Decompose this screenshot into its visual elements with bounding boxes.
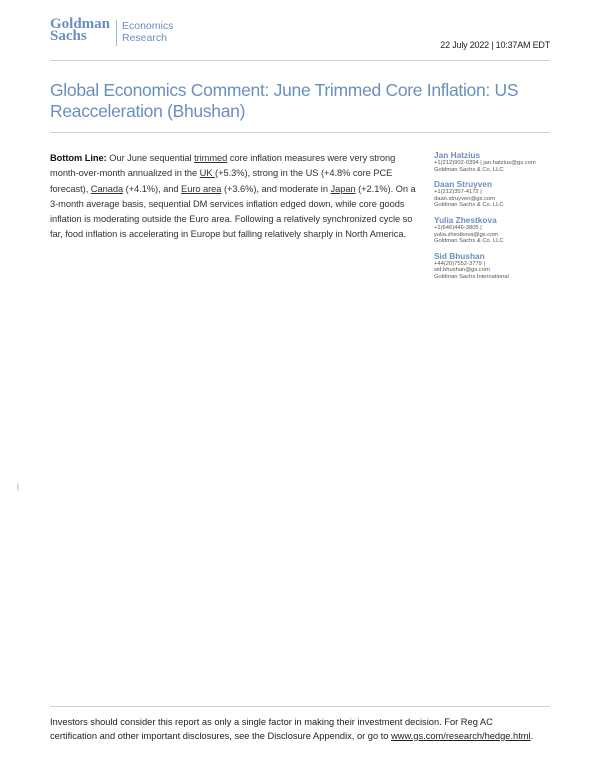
body-text-3: (+5.3%), strong in the US (+4.8% core PCE forecast), xyxy=(50,168,393,194)
report-header xyxy=(50,18,550,52)
footer-end: . xyxy=(530,730,534,741)
author-phone: +44(20)7552-3779 | xyxy=(434,260,485,267)
footer-text: Investors should consider this report as only a single factor in making their investment decision. For Reg AC certification and other important disclosures, see the Disclosure Appendix, or go to xyxy=(50,717,493,741)
author-card xyxy=(434,150,564,173)
division-line-1: Economics xyxy=(122,20,174,32)
author-list xyxy=(434,150,564,287)
division-name xyxy=(122,20,173,44)
body-text-2: core inflation measures were very strong month-over-month annualized in the xyxy=(50,153,396,179)
disclosure-footer xyxy=(50,716,540,743)
margin-mark: | xyxy=(17,484,19,491)
bottom-line-label: Bottom Line: xyxy=(50,153,107,163)
goldman-sachs-logo xyxy=(50,18,114,50)
author-card xyxy=(434,179,564,209)
page-title: Global Economics Comment: June Trimmed Core Inflation: US Reacceleration (Bhushan) xyxy=(50,80,519,121)
author-firm: Goldman Sachs & Co. LLC xyxy=(434,166,504,173)
header-rule xyxy=(50,60,550,61)
author-card xyxy=(434,215,564,245)
author-firm: Goldman Sachs & Co. LLC xyxy=(434,202,504,209)
author-card xyxy=(434,251,564,281)
author-phone: +1(212)357-4172 | xyxy=(434,189,482,196)
link-japan[interactable]: Japan xyxy=(330,183,356,194)
author-email[interactable]: sid.bhushan@gs.com xyxy=(434,267,490,274)
link-euro-area[interactable]: Euro area xyxy=(181,183,222,194)
hedge-link[interactable]: www.gs.com/research/hedge.html xyxy=(391,730,531,741)
publish-date: 22 July 2022 | 10:37AM EDT xyxy=(440,40,550,50)
author-email[interactable]: daan.struyven@gs.com xyxy=(434,195,495,202)
body-paragraph xyxy=(50,151,420,243)
body-text-5: (+3.6%), and moderate in xyxy=(221,183,331,194)
division-line-2: Research xyxy=(122,32,167,44)
link-trimmed[interactable]: trimmed xyxy=(194,153,228,163)
author-firm: Goldman Sachs & Co. LLC xyxy=(434,238,504,245)
author-name: Yulia Zhestkova xyxy=(434,214,497,225)
logo-word-sachs: Sachs xyxy=(50,28,87,44)
body-text-6: (+2.1%). On a 3-month average basis, sequential DM services inflation edged down, while core goods inflation is moderating outside the Euro area. Following a relatively synchronized cycle so far, food inflation is accelerating in Europe but falling relatively sharply in North America. xyxy=(50,183,416,240)
body-text-4: (+4.1%), and xyxy=(123,183,182,194)
author-name: Daan Struyven xyxy=(434,179,493,190)
author-email[interactable]: yulia.zhestkova@gs.com xyxy=(434,231,499,238)
link-uk[interactable]: UK xyxy=(199,168,216,179)
link-canada[interactable]: Canada xyxy=(90,183,124,194)
author-name: Sid Bhushan xyxy=(434,250,485,261)
author-firm: Goldman Sachs International xyxy=(434,273,509,280)
logo-divider xyxy=(116,20,117,46)
author-name: Jan Hatzius xyxy=(434,150,481,160)
title-rule xyxy=(50,132,550,133)
author-phone: +1(646)446-3805 | xyxy=(434,224,482,231)
author-contact[interactable]: +1(212)902-0394 | jan.hatzius@gs.com xyxy=(434,160,536,166)
body-text-1: Our June sequential xyxy=(106,153,195,163)
logo-word-goldman: Goldman xyxy=(50,16,111,32)
footer-rule xyxy=(50,706,550,707)
